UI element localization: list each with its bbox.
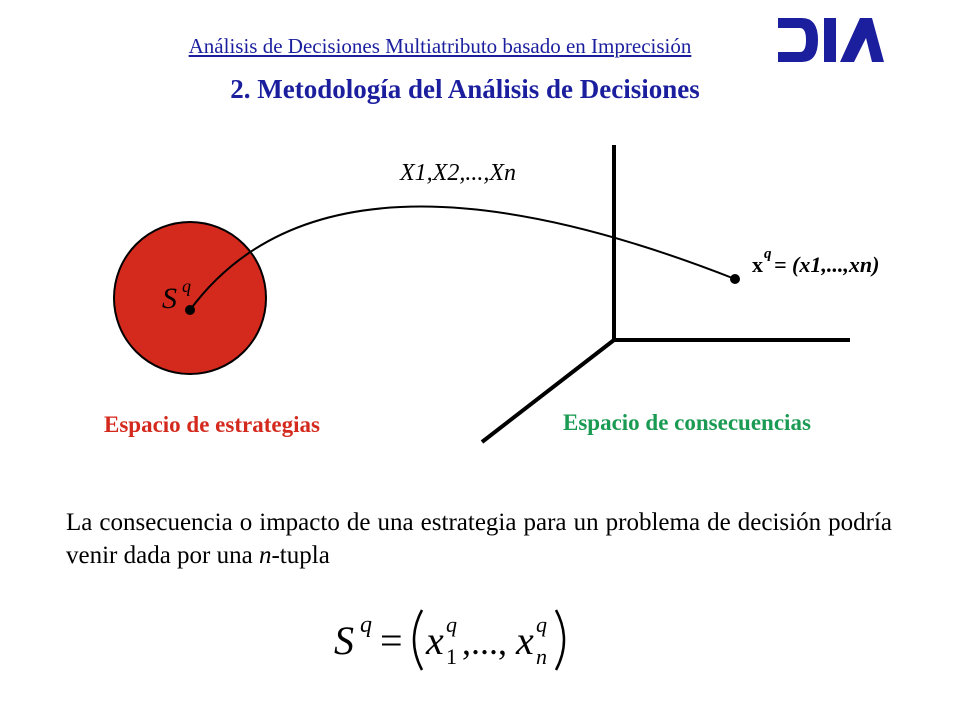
formula-lhs: S xyxy=(334,618,354,663)
formula-ellipsis: ,..., xyxy=(462,622,507,662)
section-title: 2. Metodología del Análisis de Decisiones xyxy=(230,74,700,104)
strategy-point-sup: q xyxy=(182,276,191,296)
mapping-label: X1,X2,...,Xn xyxy=(400,160,516,186)
formula-var1: x xyxy=(426,618,444,663)
formula-left-paren xyxy=(414,610,422,670)
paragraph-text-end: -tupla xyxy=(271,542,330,569)
strategy-point-label: S xyxy=(162,282,177,315)
strategy-space-circle xyxy=(114,222,266,374)
consequence-point-sup: q xyxy=(764,246,772,262)
consequence-point-label: x xyxy=(752,252,763,277)
formula-equals: = xyxy=(380,618,403,663)
formula-var1-sup: q xyxy=(446,612,457,637)
formula-right-paren xyxy=(556,610,564,670)
formula-var1-sub: 1 xyxy=(446,644,457,669)
presentation-title: Análisis de Decisiones Multiatributo basado en Imprecisión xyxy=(188,34,692,58)
consequence-point xyxy=(730,274,740,284)
n-tuple-formula xyxy=(330,598,590,678)
mapping-arc xyxy=(190,207,735,310)
formula-lhs-sup: q xyxy=(360,612,372,638)
consequence-space-label: Espacio de consecuencias xyxy=(563,410,811,435)
paragraph-italic-n: n xyxy=(258,542,272,569)
formula-var2-sup: q xyxy=(536,612,547,637)
paragraph-text: La consecuencia o impacto de una estrategia para un problema de decisión podría venir dada por una xyxy=(66,509,892,569)
strategy-point xyxy=(185,305,195,315)
formula-var2: x xyxy=(516,618,534,663)
formula-var2-sub: n xyxy=(536,644,547,669)
body-paragraph xyxy=(66,506,892,572)
strategy-space-label: Espacio de estrategias xyxy=(104,412,320,437)
consequence-tuple-label: = (x1,...,xn) xyxy=(774,252,880,277)
